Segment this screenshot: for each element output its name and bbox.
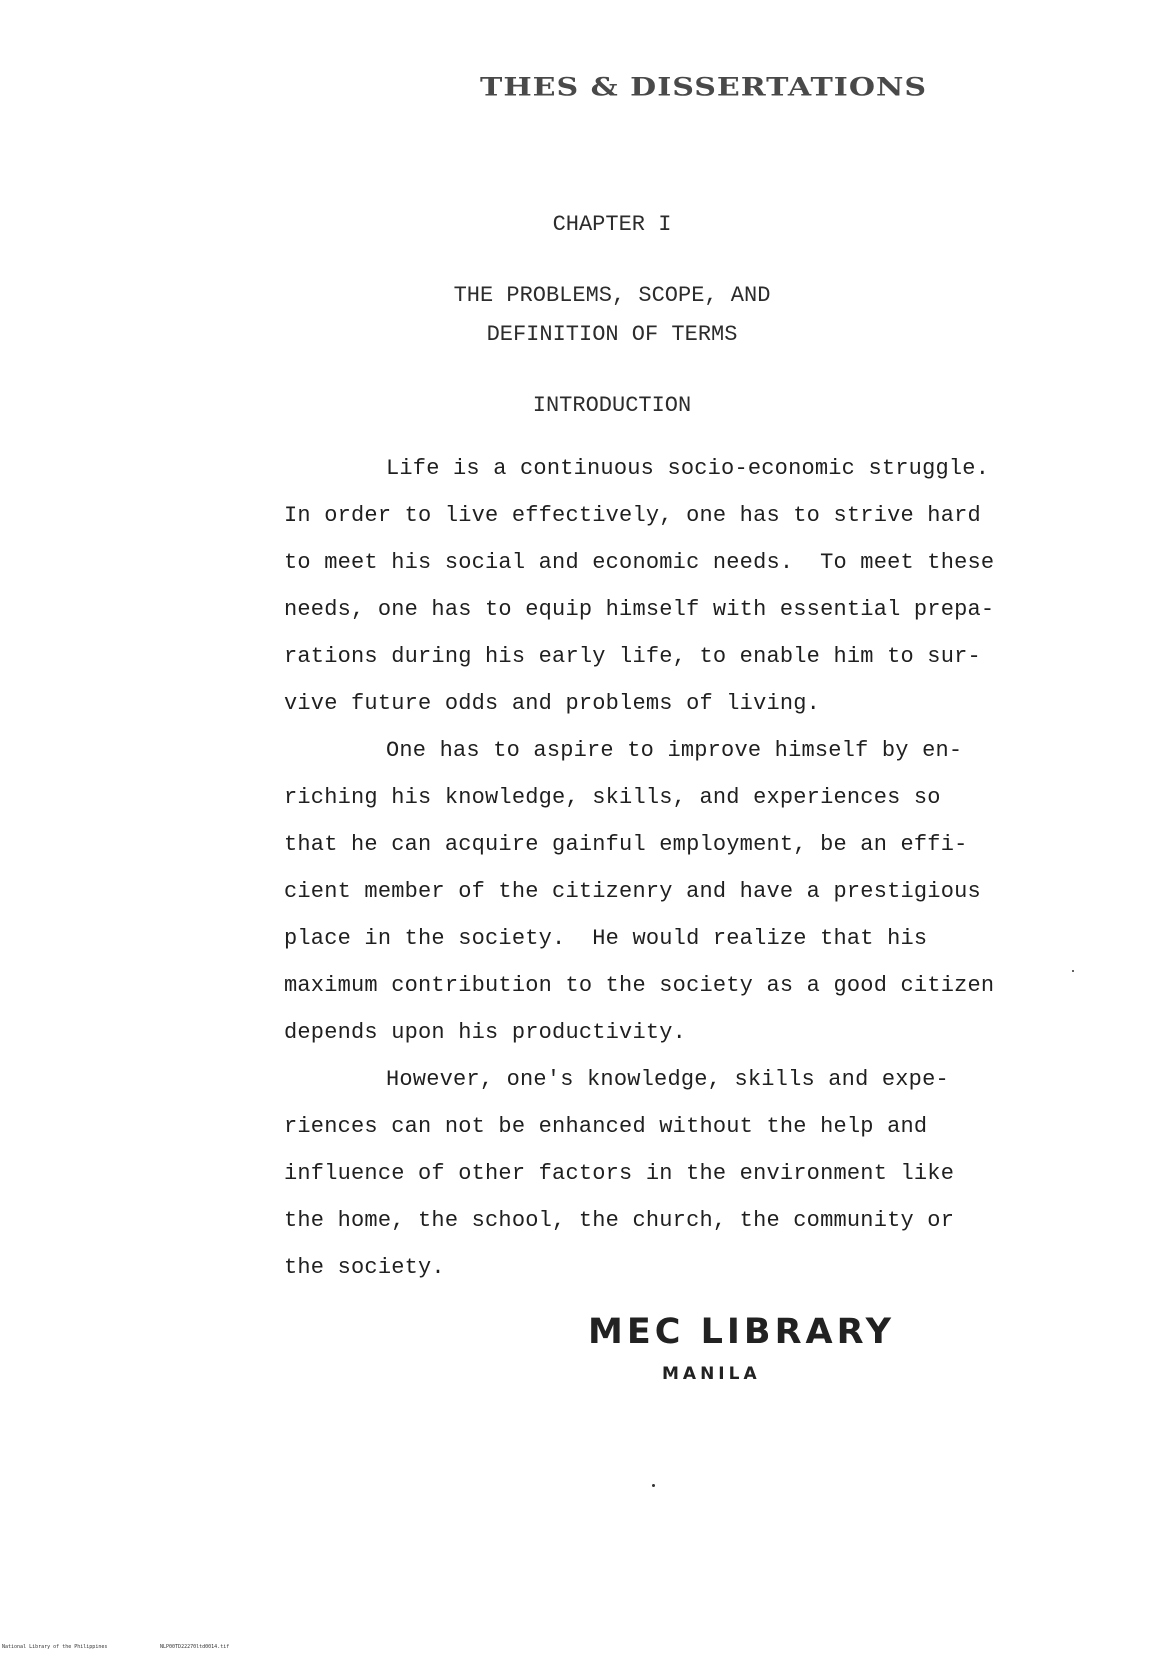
paragraph-2-line: depends upon his productivity.	[284, 1020, 687, 1045]
scan-speck	[1072, 970, 1074, 972]
library-stamp-location: MANILA	[662, 1364, 761, 1384]
paragraph-1-line: rations during his early life, to enable him to sur-	[284, 644, 981, 669]
footer-filename: NLP00TD22270ltd0014.tif	[160, 1644, 230, 1650]
paragraph-2-line: riching his knowledge, skills, and experiences so	[284, 785, 941, 810]
paragraph-2-line: cient member of the citizenry and have a prestigious	[284, 879, 981, 904]
section-heading: INTRODUCTION	[532, 393, 692, 418]
footer-source: National Library of the Philippines	[2, 1644, 108, 1650]
paragraph-2-line: that he can acquire gainful employment, be an effi-	[284, 832, 968, 857]
paragraph-3-line: riences can not be enhanced without the help and	[284, 1114, 928, 1139]
paragraph-3-line: the home, the school, the church, the community or	[284, 1208, 955, 1233]
paragraph-1-line: Life is a continuous socio-economic struggle.	[386, 456, 990, 481]
paragraph-2-line: place in the society. He would realize that his	[284, 926, 928, 951]
paragraph-1-line: In order to live effectively, one has to strive hard	[284, 503, 981, 528]
paragraph-1-line: vive future odds and problems of living.	[284, 691, 821, 716]
paragraph-2-line: maximum contribution to the society as a good citizen	[284, 973, 995, 998]
paragraph-3-line: influence of other factors in the environment like	[284, 1161, 955, 1186]
paragraph-1-line: to meet his social and economic needs. To meet these	[284, 550, 995, 575]
chapter-title-line-2: DEFINITION OF TERMS	[486, 322, 738, 347]
paragraph-2-line: One has to aspire to improve himself by en-	[386, 738, 963, 763]
chapter-title-line-1: THE PROBLEMS, SCOPE, AND	[453, 283, 771, 308]
chapter-heading: CHAPTER I	[552, 212, 672, 237]
scan-speck	[652, 1484, 655, 1487]
paragraph-3-line: the society.	[284, 1255, 445, 1280]
thesis-stamp: THES & DISSERTATIONS	[480, 72, 928, 103]
library-stamp: MEC LIBRARY	[588, 1312, 896, 1352]
paragraph-1-line: needs, one has to equip himself with essential prepa-	[284, 597, 995, 622]
paragraph-3-line: However, one's knowledge, skills and expe-	[386, 1067, 949, 1092]
